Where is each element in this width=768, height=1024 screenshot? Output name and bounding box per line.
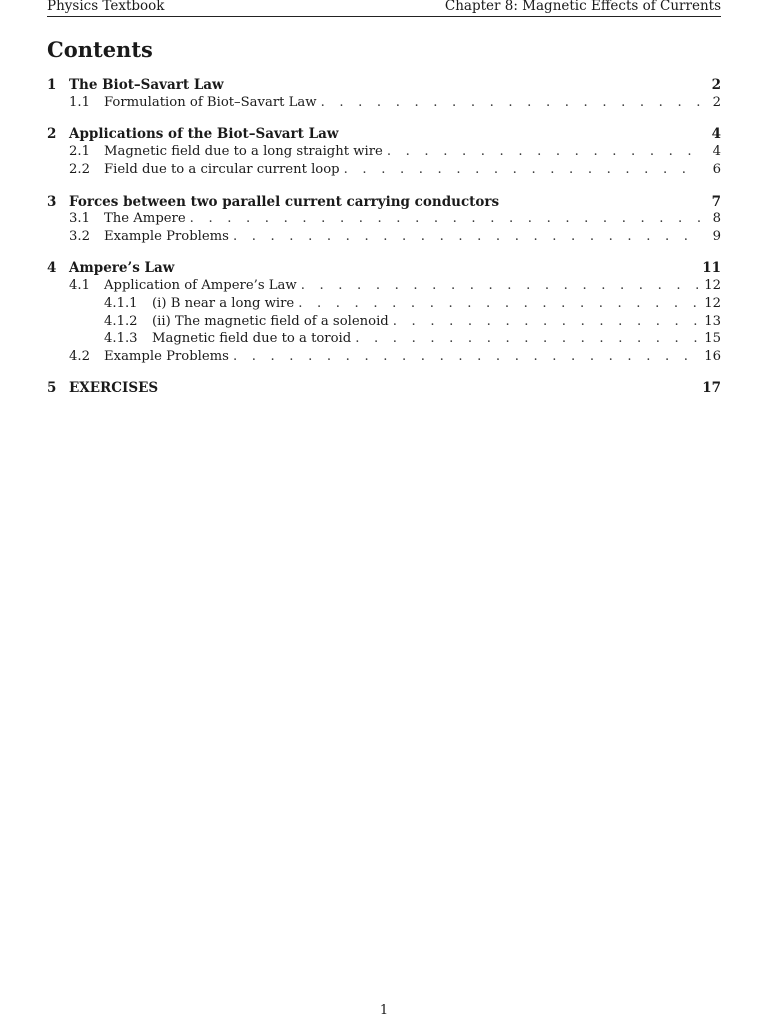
- toc-entry-number: 4.1.3: [104, 331, 138, 346]
- toc-entry-page[interactable]: 13: [704, 314, 721, 329]
- toc-subsection-entry[interactable]: [47, 349, 721, 366]
- toc-dot-leader: [321, 95, 701, 110]
- toc-entry-page[interactable]: 2: [711, 77, 721, 93]
- page-number: 1: [379, 1003, 389, 1018]
- toc-entry-title[interactable]: EXERCISES: [69, 380, 159, 396]
- toc-entry-page[interactable]: 4: [712, 144, 721, 159]
- toc-entry-page[interactable]: 11: [702, 260, 721, 276]
- toc-dot-leader: [298, 296, 698, 311]
- toc-entry-page[interactable]: 12: [704, 296, 721, 311]
- toc-entry-title[interactable]: (i) B near a long wire: [152, 296, 295, 311]
- toc-entry-number: 1: [47, 77, 57, 93]
- toc-dot-leader: [190, 211, 701, 226]
- toc-entry-number: 5: [47, 380, 57, 396]
- toc-entry-title[interactable]: The Biot–Savart Law: [69, 77, 224, 93]
- toc-entry-page[interactable]: 7: [711, 194, 721, 210]
- toc-subsection-entry[interactable]: [47, 229, 721, 246]
- toc-entry-title[interactable]: Magnetic field due to a long straight wire: [104, 144, 383, 159]
- table-of-contents: [47, 0, 721, 1000]
- toc-section-entry[interactable]: [47, 260, 721, 277]
- toc-subsubsection-entry[interactable]: [47, 314, 721, 331]
- toc-entry-title[interactable]: Magnetic field due to a toroid: [152, 331, 352, 346]
- toc-dot-leader: [301, 278, 699, 293]
- toc-entry-number: 3: [47, 194, 57, 210]
- toc-dot-leader: [233, 229, 701, 244]
- toc-entry-number: 4.2: [69, 349, 90, 364]
- toc-subsection-entry[interactable]: [47, 162, 721, 179]
- toc-entry-title[interactable]: Application of Ampere’s Law: [104, 278, 297, 293]
- toc-entry-title[interactable]: (ii) The magnetic field of a solenoid: [152, 314, 389, 329]
- toc-dot-leader: [387, 144, 701, 159]
- toc-entry-page[interactable]: 6: [712, 162, 721, 177]
- toc-subsection-entry[interactable]: [47, 95, 721, 112]
- toc-dot-leader: [344, 162, 701, 177]
- header-chapter-title: Chapter 8: Magnetic Effects of Currents: [444, 0, 721, 14]
- toc-dot-leader: [393, 314, 698, 329]
- toc-entry-number: 4.1.1: [104, 296, 138, 311]
- toc-entry-page[interactable]: 12: [704, 278, 721, 293]
- toc-dot-leader: [355, 331, 698, 346]
- toc-subsubsection-entry[interactable]: [47, 331, 721, 348]
- toc-entry-page[interactable]: 4: [711, 126, 721, 142]
- toc-entry-number: 3.1: [69, 211, 90, 226]
- toc-dot-leader: [233, 349, 698, 364]
- toc-entry-number: 4.1: [69, 278, 90, 293]
- toc-entry-title[interactable]: The Ampere: [104, 211, 186, 226]
- toc-entry-title[interactable]: Formulation of Biot–Savart Law: [104, 95, 317, 110]
- toc-subsection-entry[interactable]: [47, 144, 721, 161]
- toc-entry-title[interactable]: Forces between two parallel current carrying conductors: [69, 194, 500, 210]
- toc-entry-number: 2.1: [69, 144, 90, 159]
- header-book-title: Physics Textbook: [47, 0, 165, 14]
- toc-entry-page[interactable]: 8: [712, 211, 721, 226]
- toc-subsubsection-entry[interactable]: [47, 296, 721, 313]
- toc-entry-page[interactable]: 17: [702, 380, 721, 396]
- toc-entry-title[interactable]: Example Problems: [104, 229, 229, 244]
- toc-entry-title[interactable]: Example Problems: [104, 349, 229, 364]
- toc-section-entry[interactable]: [47, 194, 721, 211]
- toc-subsection-entry[interactable]: [47, 211, 721, 228]
- toc-entry-number: 3.2: [69, 229, 90, 244]
- toc-entry-number: 2.2: [69, 162, 90, 177]
- toc-entry-page[interactable]: 16: [704, 349, 721, 364]
- toc-entry-title[interactable]: Applications of the Biot–Savart Law: [69, 126, 339, 142]
- toc-subsection-entry[interactable]: [47, 278, 721, 295]
- toc-section-entry[interactable]: [47, 380, 721, 397]
- toc-entry-title[interactable]: Ampere’s Law: [69, 260, 175, 276]
- toc-entry-page[interactable]: 2: [712, 95, 721, 110]
- toc-entry-page[interactable]: 9: [712, 229, 721, 244]
- toc-title: Contents: [47, 37, 153, 62]
- toc-section-entry[interactable]: [47, 77, 721, 94]
- toc-entry-number: 4.1.2: [104, 314, 138, 329]
- toc-entry-number: 1.1: [69, 95, 90, 110]
- toc-section-entry[interactable]: [47, 126, 721, 143]
- toc-entry-number: 2: [47, 126, 57, 142]
- toc-entry-title[interactable]: Field due to a circular current loop: [104, 162, 340, 177]
- toc-entry-page[interactable]: 15: [704, 331, 721, 346]
- toc-entry-number: 4: [47, 260, 57, 276]
